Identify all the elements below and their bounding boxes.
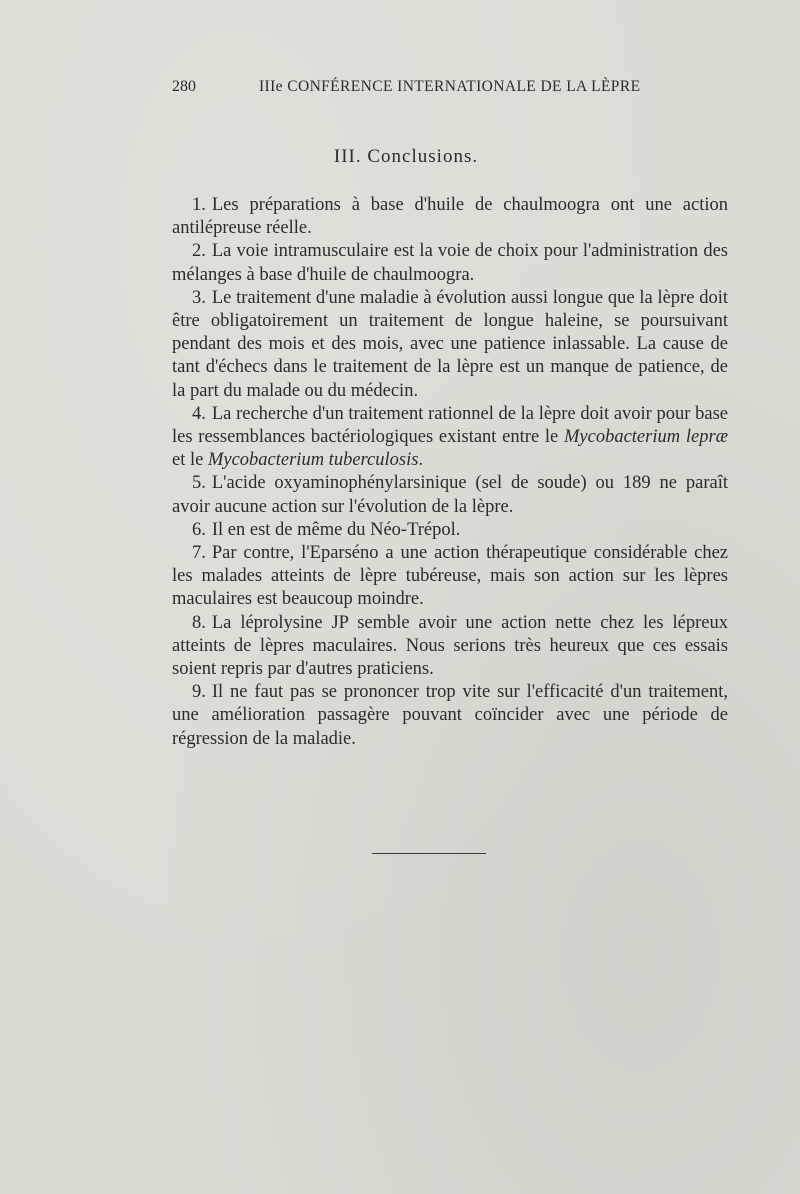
conclusion-item-7 xyxy=(172,542,728,612)
conclusion-item-1 xyxy=(172,194,728,240)
item-text: Le traitement d'une maladie à évolution aussi longue que la lèpre doit être obligatoirement un traitement de longue haleine, se poursuivant pendant des mois et des mois, avec une patience inlassable. La cause de tant d'échecs dans le traitement de la lèpre est un manque de patience, de la part du malade ou du médecin. xyxy=(172,287,728,401)
item-text: Il en est de même du Néo-Trépol. xyxy=(211,519,461,540)
item-text: La léprolysine JP semble avoir une action nette chez les lépreux atteints de lèpres maculaires. Nous serions très heureux que ces essais soient repris par d'autres praticiens. xyxy=(172,612,728,680)
conclusion-item-9 xyxy=(172,681,728,751)
item-text: La recherche d'un traitement rationnel de la lèpre doit avoir pour base les ressemblances bactériologiques existant entre le xyxy=(172,403,728,448)
conclusion-item-3 xyxy=(172,287,728,403)
item-text: et le xyxy=(172,450,208,471)
item-number: 8. xyxy=(192,612,206,633)
item-number: 1. xyxy=(192,195,206,215)
conclusions-list xyxy=(172,194,728,751)
item-number: 3. xyxy=(192,287,206,308)
item-text: Les préparations à base d'huile de chaulmoogra ont une action antilépreuse réelle. xyxy=(172,195,728,239)
conclusion-item-6 xyxy=(172,519,728,542)
page-number: 280 xyxy=(172,78,196,95)
item-text: . xyxy=(418,450,424,471)
item-number: 6. xyxy=(192,519,206,540)
item-text: La voie intramusculaire est la voie de choix pour l'administration des mélanges à base d'huile de chaulmoogra. xyxy=(172,241,728,285)
species-name-tuberculosis: Mycobacterium tuberculosis xyxy=(207,450,419,471)
item-number: 4. xyxy=(192,403,206,424)
running-title: IIIe CONFÉRENCE INTERNATIONALE DE LA LÈPRE xyxy=(259,78,641,95)
end-rule xyxy=(372,853,486,854)
conclusion-item-5 xyxy=(172,472,728,518)
page-header xyxy=(172,78,642,100)
section-title: III. Conclusions. xyxy=(333,146,479,167)
item-text: Par contre, l'Eparséno a une action thérapeutique considérable chez les malades atteints de lèpre tubéreuse, mais son action sur les lèpres maculaires est beaucoup moindre. xyxy=(172,543,728,610)
item-text: L'acide oxyaminophénylarsinique (sel de soude) ou 189 ne paraît avoir aucune action sur l'évolution de la lèpre. xyxy=(172,473,728,517)
species-name-leprae: Mycobacterium lepræ xyxy=(564,427,728,448)
item-number: 7. xyxy=(192,543,206,564)
conclusion-item-8 xyxy=(172,612,728,682)
item-number: 9. xyxy=(192,682,206,703)
conclusion-item-4 xyxy=(172,403,728,473)
item-number: 2. xyxy=(192,241,206,262)
item-text: Il ne faut pas se prononcer trop vite sur l'efficacité d'un traitement, une amélioration passagère pouvant coïncider avec une période de régression de la maladie. xyxy=(172,682,728,749)
item-number: 5. xyxy=(192,473,206,494)
conclusion-item-2 xyxy=(172,240,728,286)
